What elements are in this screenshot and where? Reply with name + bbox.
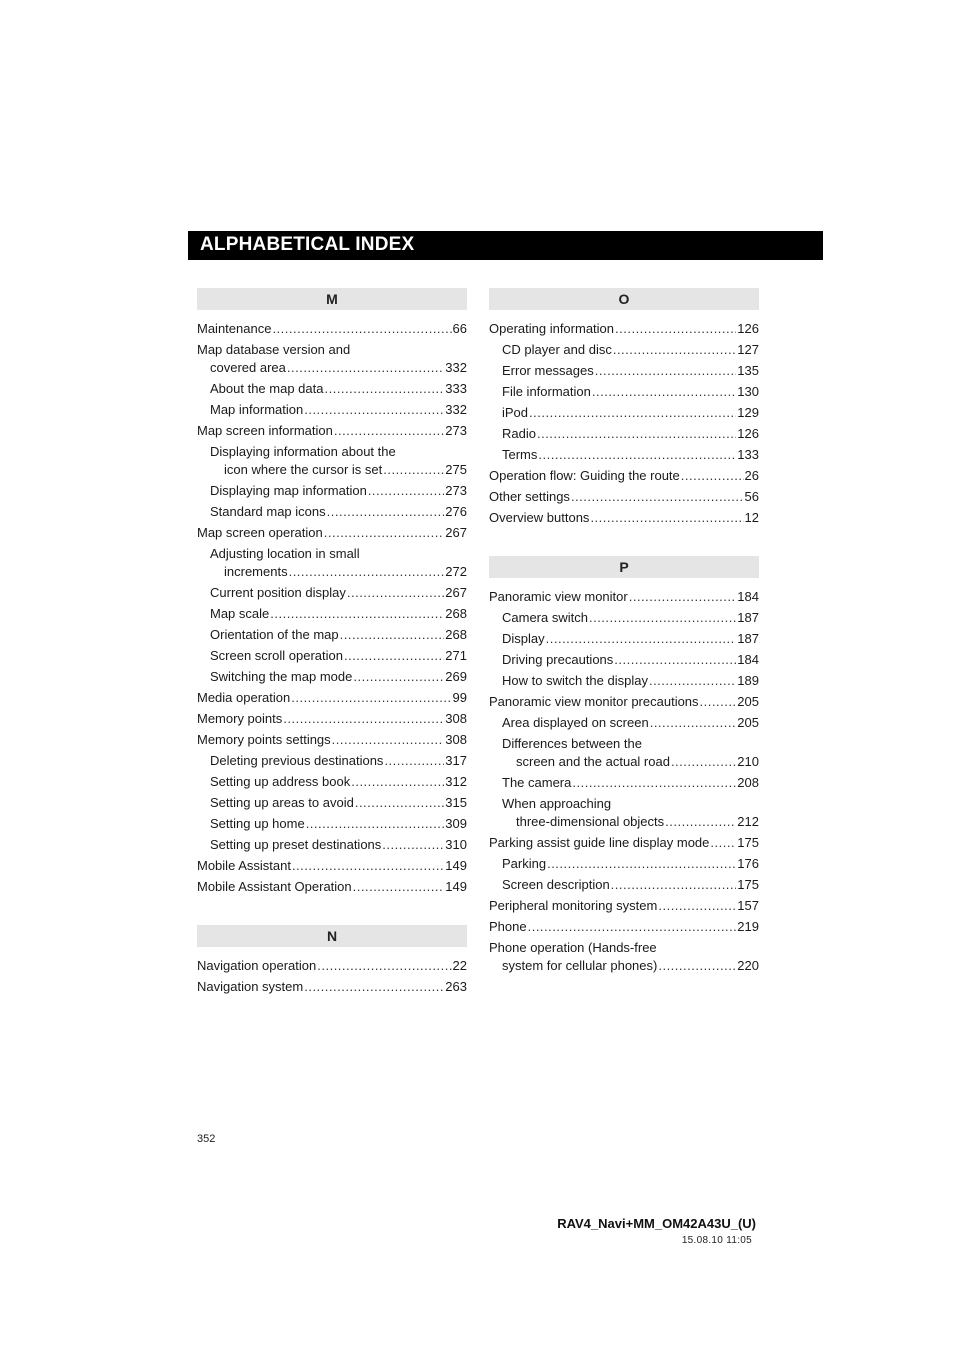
index-entry[interactable] — [197, 583, 467, 604]
index-letter-heading: M — [197, 288, 467, 310]
index-entry-label: iPod — [502, 405, 529, 420]
dot-leader — [332, 732, 445, 748]
index-entry[interactable] — [489, 956, 759, 977]
index-entry-page: 157 — [737, 898, 759, 913]
index-entry[interactable] — [197, 646, 467, 667]
index-entry-page: 210 — [737, 754, 759, 769]
index-entry-label: Display — [502, 631, 545, 646]
dot-leader — [292, 858, 444, 874]
dot-leader — [317, 958, 451, 974]
index-entry-label: Panoramic view monitor — [489, 589, 628, 604]
index-entry[interactable] — [197, 625, 467, 646]
index-entry-line: Phone operation (Hands-free — [489, 940, 657, 955]
dot-leader — [306, 816, 445, 832]
index-letter-heading: P — [489, 556, 759, 578]
index-entry-page: 126 — [737, 321, 759, 336]
dot-leader — [572, 775, 736, 791]
index-entry[interactable] — [197, 977, 467, 998]
index-entry-page: 189 — [737, 673, 759, 688]
index-entry-label: Area displayed on screen — [502, 715, 649, 730]
index-entry-label: Current position display — [210, 585, 346, 600]
index-entry-label: Memory points — [197, 711, 283, 726]
index-entry-label: Peripheral monitoring system — [489, 898, 658, 913]
dot-leader — [529, 405, 736, 421]
index-entry-page: 12 — [744, 510, 759, 525]
index-entry-page: 332 — [445, 360, 467, 375]
page-title: ALPHABETICAL INDEX — [200, 234, 415, 255]
dot-leader — [649, 673, 736, 689]
index-entry-page: 273 — [445, 483, 467, 498]
index-entry-page: 272 — [445, 564, 467, 579]
index-entry-page: 66 — [452, 321, 467, 336]
index-entry[interactable] — [197, 877, 467, 898]
index-entry-line: Displaying information about the — [210, 444, 396, 459]
index-entry[interactable] — [489, 650, 759, 671]
section-spacer — [197, 898, 467, 925]
index-entry[interactable] — [489, 917, 759, 938]
index-entry-label: Overview buttons — [489, 510, 590, 525]
index-entry-label: About the map data — [210, 381, 324, 396]
index-entry-page: 267 — [445, 585, 467, 600]
dot-leader — [353, 879, 445, 895]
index-entry-page: 317 — [445, 753, 467, 768]
index-entry-label: icon where the cursor is set — [224, 462, 383, 477]
index-entry-label: Setting up home — [210, 816, 305, 831]
index-entry-label: Terms — [502, 447, 538, 462]
index-entry-page: 309 — [445, 816, 467, 831]
index-entry-page: 268 — [445, 606, 467, 621]
index-entry-line: Adjusting location in small — [210, 546, 360, 561]
index-entry-label: Panoramic view monitor precautions — [489, 694, 699, 709]
dot-leader — [324, 381, 444, 397]
index-entry-label: Navigation operation — [197, 958, 317, 973]
dot-leader — [355, 795, 444, 811]
index-entry[interactable] — [197, 604, 467, 625]
index-entry-label: Operation flow: Guiding the route — [489, 468, 680, 483]
index-entry[interactable] — [197, 667, 467, 688]
index-entry-page: 187 — [737, 610, 759, 625]
index-entry-page: 268 — [445, 627, 467, 642]
index-entry-page: 184 — [737, 589, 759, 604]
index-entry[interactable] — [197, 793, 467, 814]
dot-leader — [650, 715, 737, 731]
index-entry[interactable] — [489, 671, 759, 692]
index-entry[interactable] — [489, 854, 759, 875]
dot-leader — [547, 856, 736, 872]
index-entry[interactable] — [489, 833, 759, 854]
index-entry-page: 273 — [445, 423, 467, 438]
index-entry-label: increments — [224, 564, 288, 579]
index-entry-label: Setting up address book — [210, 774, 351, 789]
index-entry-page: 220 — [737, 958, 759, 973]
index-entry-label: Maintenance — [197, 321, 272, 336]
index-entry-label: Map information — [210, 402, 304, 417]
dot-leader — [287, 360, 444, 376]
index-entry-line: Differences between the — [502, 736, 642, 751]
dot-leader — [304, 402, 444, 418]
index-entry-page: 126 — [737, 426, 759, 441]
index-entry-label: Mobile Assistant — [197, 858, 291, 873]
dot-leader — [538, 447, 736, 463]
dot-leader — [681, 468, 744, 484]
dot-leader — [340, 627, 445, 643]
index-entry-label: CD player and disc — [502, 342, 612, 357]
dot-leader — [289, 564, 445, 580]
index-entry-page: 275 — [445, 462, 467, 477]
index-entry[interactable] — [489, 403, 759, 424]
index-entry-page: 312 — [445, 774, 467, 789]
index-entry-label: Standard map icons — [210, 504, 326, 519]
index-entry-label: Operating information — [489, 321, 615, 336]
index-entry-label: Orientation of the map — [210, 627, 339, 642]
index-entry-label: Displaying map information — [210, 483, 367, 498]
index-entry-page: 149 — [445, 858, 467, 873]
dot-leader — [324, 525, 445, 541]
dot-leader — [658, 898, 736, 914]
index-entry[interactable] — [197, 562, 467, 583]
index-entry[interactable] — [489, 692, 759, 713]
index-entry-label: Error messages — [502, 363, 594, 378]
index-entry-page: 333 — [445, 381, 467, 396]
index-entry-page: 176 — [737, 856, 759, 871]
index-entry-page: 175 — [737, 835, 759, 850]
dot-leader — [671, 754, 736, 770]
dot-leader — [546, 631, 737, 647]
dot-leader — [571, 489, 744, 505]
index-entry-page: 149 — [445, 879, 467, 894]
index-entry[interactable] — [489, 382, 759, 403]
index-entry[interactable] — [489, 424, 759, 445]
index-entry-label: Deleting previous destinations — [210, 753, 384, 768]
index-entry-page: 184 — [737, 652, 759, 667]
index-entry-page: 127 — [737, 342, 759, 357]
index-entry[interactable] — [197, 956, 467, 977]
index-entry-page: 219 — [737, 919, 759, 934]
index-entry-page: 26 — [744, 468, 759, 483]
index-entry[interactable] — [489, 445, 759, 466]
dot-leader — [382, 837, 444, 853]
index-entry-page: 133 — [737, 447, 759, 462]
index-entry-page: 263 — [445, 979, 467, 994]
index-entry-page: 22 — [452, 958, 467, 973]
index-entry-page: 129 — [737, 405, 759, 420]
dot-leader — [614, 652, 736, 668]
index-entry-line: Map database version and — [197, 342, 351, 357]
index-entry-label: three-dimensional objects — [516, 814, 665, 829]
dot-leader — [347, 585, 444, 601]
index-entry-label: Radio — [502, 426, 536, 441]
section-spacer — [489, 529, 759, 556]
dot-leader — [334, 423, 444, 439]
index-entry-label: Map scale — [210, 606, 270, 621]
index-entry-page: 315 — [445, 795, 467, 810]
index-letter-heading: N — [197, 925, 467, 947]
index-entry[interactable] — [489, 875, 759, 896]
index-entry-line: When approaching — [502, 796, 612, 811]
index-entry-page: 308 — [445, 732, 467, 747]
dot-leader — [272, 321, 451, 337]
index-entry[interactable] — [489, 713, 759, 734]
index-entry-page: 205 — [737, 694, 759, 709]
page-number: 352 — [197, 1133, 216, 1145]
index-entry-label: screen and the actual road — [516, 754, 670, 769]
dot-leader — [384, 753, 444, 769]
index-entry[interactable] — [489, 629, 759, 650]
document-code: RAV4_Navi+MM_OM42A43U_(U) — [557, 1216, 756, 1231]
index-entry[interactable] — [197, 481, 467, 502]
index-letter-heading: O — [489, 288, 759, 310]
index-entry-label: Parking assist guide line display mode — [489, 835, 710, 850]
index-entry[interactable] — [197, 400, 467, 421]
index-entry-label: Screen scroll operation — [210, 648, 343, 663]
index-entry[interactable] — [197, 730, 467, 751]
index-entry-page: 99 — [452, 690, 467, 705]
index-entry[interactable] — [489, 361, 759, 382]
index-entry-label: covered area — [210, 360, 286, 375]
index-entry-label: Parking — [502, 856, 547, 871]
index-entry-label: Screen description — [502, 877, 610, 892]
index-entry-label: Mobile Assistant Operation — [197, 879, 352, 894]
index-entry[interactable] — [489, 587, 759, 608]
dot-leader — [590, 510, 743, 526]
index-entry-page: 175 — [737, 877, 759, 892]
dot-leader — [304, 979, 444, 995]
index-entry-page: 332 — [445, 402, 467, 417]
dot-leader — [270, 606, 444, 622]
index-column-right — [489, 288, 759, 977]
dot-leader — [528, 919, 737, 935]
index-entry-page: 269 — [445, 669, 467, 684]
index-entry[interactable] — [489, 319, 759, 340]
dot-leader — [613, 342, 736, 358]
dot-leader — [368, 483, 445, 499]
index-entry-page: 187 — [737, 631, 759, 646]
index-entry[interactable] — [489, 896, 759, 917]
dot-leader — [327, 504, 445, 520]
index-entry[interactable] — [197, 460, 467, 481]
index-entry[interactable] — [197, 814, 467, 835]
index-entry-page: 135 — [737, 363, 759, 378]
index-entry[interactable] — [489, 466, 759, 487]
dot-leader — [291, 690, 451, 706]
dot-leader — [710, 835, 736, 851]
index-entry-label: Switching the map mode — [210, 669, 353, 684]
index-entry[interactable] — [197, 772, 467, 793]
index-entry-label: system for cellular phones) — [502, 958, 658, 973]
index-entry-label: Map screen information — [197, 423, 333, 438]
dot-leader — [629, 589, 737, 605]
index-entry-label: Navigation system — [197, 979, 304, 994]
dot-leader — [383, 462, 444, 478]
index-column-left — [197, 288, 467, 998]
index-entry-label: Phone — [489, 919, 527, 934]
index-entry[interactable] — [197, 319, 467, 340]
index-entry-label: Setting up areas to avoid — [210, 795, 354, 810]
index-entry-page: 208 — [737, 775, 759, 790]
index-entry-page: 271 — [445, 648, 467, 663]
index-entry-label: Other settings — [489, 489, 570, 504]
dot-leader — [537, 426, 736, 442]
dot-leader — [615, 321, 736, 337]
dot-leader — [353, 669, 444, 685]
index-entry[interactable] — [489, 752, 759, 773]
index-entry-label: How to switch the display — [502, 673, 648, 688]
index-entry[interactable] — [489, 608, 759, 629]
index-entry[interactable] — [197, 856, 467, 877]
index-entry[interactable] — [197, 523, 467, 544]
dot-leader — [658, 958, 736, 974]
index-entry-page: 205 — [737, 715, 759, 730]
index-entry[interactable] — [197, 751, 467, 772]
index-entry-page: 56 — [744, 489, 759, 504]
index-entry[interactable] — [197, 358, 467, 379]
index-entry[interactable] — [489, 340, 759, 361]
index-entry-label: File information — [502, 384, 591, 399]
dot-leader — [344, 648, 444, 664]
index-entry-label: Media operation — [197, 690, 291, 705]
index-entry-label: Camera switch — [502, 610, 588, 625]
index-entry-page: 212 — [737, 814, 759, 829]
index-entry[interactable] — [197, 421, 467, 442]
index-entry-page: 130 — [737, 384, 759, 399]
index-entry[interactable] — [197, 379, 467, 400]
section-header-bar — [188, 231, 823, 260]
dot-leader — [592, 384, 736, 400]
dot-leader — [351, 774, 444, 790]
index-entry-label: Map screen operation — [197, 525, 323, 540]
index-entry[interactable] — [489, 508, 759, 529]
index-entry[interactable] — [197, 835, 467, 856]
index-entry[interactable] — [197, 502, 467, 523]
index-entry-label: Setting up preset destinations — [210, 837, 382, 852]
dot-leader — [700, 694, 737, 710]
dot-leader — [595, 363, 737, 379]
index-entry-label: Driving precautions — [502, 652, 614, 667]
index-entry[interactable] — [197, 688, 467, 709]
index-entry-label: Memory points settings — [197, 732, 331, 747]
index-entry[interactable] — [489, 812, 759, 833]
index-entry[interactable] — [489, 487, 759, 508]
dot-leader — [283, 711, 444, 727]
index-entry[interactable] — [489, 773, 759, 794]
index-entry-page: 267 — [445, 525, 467, 540]
index-entry-page: 310 — [445, 837, 467, 852]
index-entry[interactable] — [197, 709, 467, 730]
index-entry-label: The camera — [502, 775, 572, 790]
dot-leader — [611, 877, 737, 893]
document-timestamp: 15.08.10 11:05 — [681, 1235, 752, 1246]
dot-leader — [589, 610, 736, 626]
index-entry-page: 276 — [445, 504, 467, 519]
index-entry-page: 308 — [445, 711, 467, 726]
dot-leader — [665, 814, 736, 830]
